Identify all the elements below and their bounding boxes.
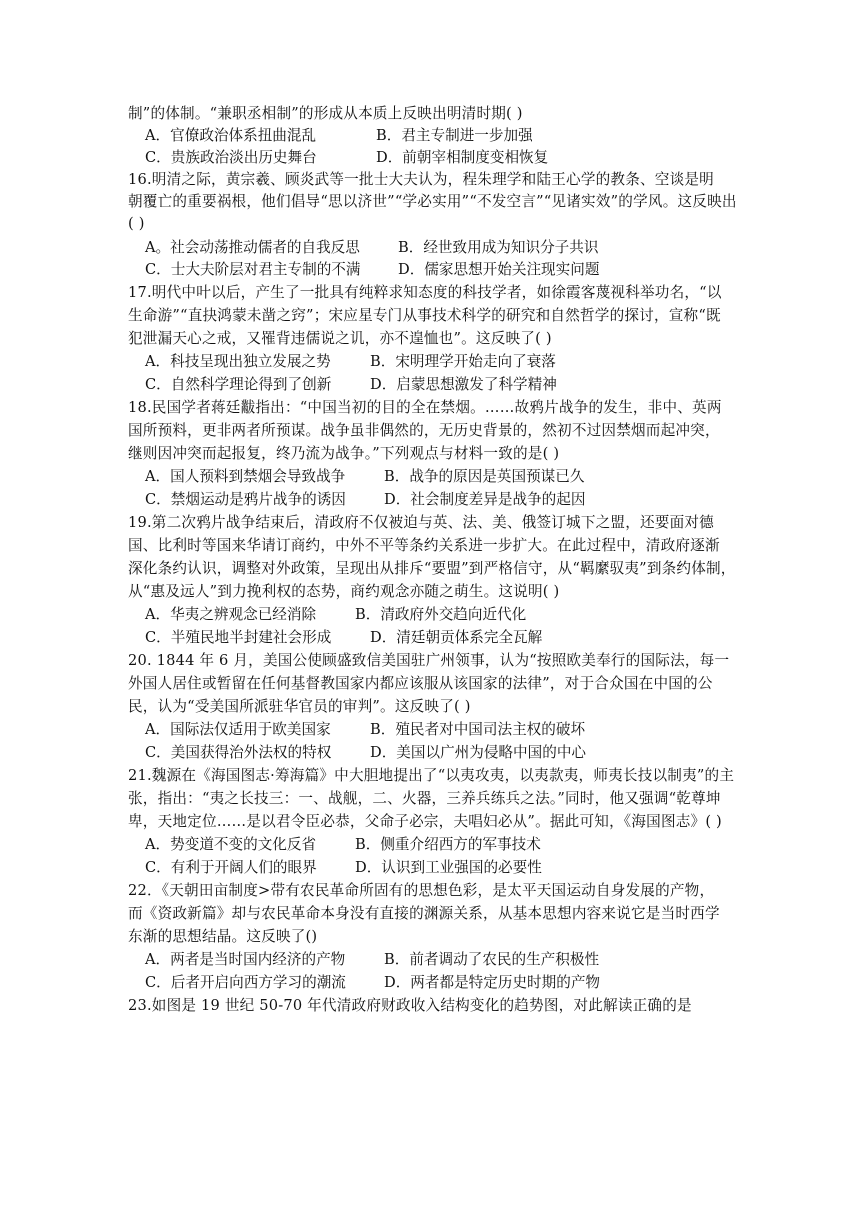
q15-option-d[interactable]: D．前朝宰相制度变相恢复	[376, 149, 549, 166]
q17-option-b[interactable]: B．宋明理学开始走向了衰落	[370, 353, 556, 370]
q22-option-a[interactable]: A．两者是当时国内经济的产物	[145, 951, 346, 968]
q18-option-a[interactable]: A．国人预料到禁烟会导致战争	[145, 468, 346, 485]
q21-option-d[interactable]: D．认识到工业强国的必要性	[355, 859, 542, 876]
q16-option-c[interactable]: C．士大夫阶层对君主专制的不满	[145, 261, 361, 278]
q17-stem-line: 生命游”“直抉鸿蒙未凿之窍”；宋应星专门从事技术科学的研究和自然哲学的探讨，宣称“既	[128, 307, 721, 324]
q16-stem-line: 朝覆亡的重要祸根，他们倡导“思以济世”“学必实用”“不发空言”“见诸实效”的学风。这反映出	[128, 193, 737, 210]
q19-stem-line: 深化条约认识，调整对外政策，呈现出从排斥“要盟”到严格信守，从“羁縻驭夷”到条约体制，	[128, 560, 736, 577]
q18-stem-line: 18.民国学者蒋廷黻指出：“中国当初的目的全在禁烟。……故鸦片战争的发生，非中、英两	[128, 399, 722, 416]
q20-option-b[interactable]: B．殖民者对中国司法主权的破坏	[370, 721, 586, 738]
q19-option-a[interactable]: A．华夷之辨观念已经消除	[145, 606, 317, 623]
q20-option-a[interactable]: A．国际法仅适用于欧美国家	[145, 721, 331, 738]
q17-stem-line: 犯泄漏天心之戒，又罹背违儒说之讥，亦不遑恤也”。这反映了( )	[128, 330, 552, 347]
q21-stem-line: 张，指出：“夷之长技三：一、战舰，二、火器，三养兵练兵之法。”同时，他又强调“乾尊坤	[128, 790, 721, 807]
q16-option-d[interactable]: D．儒家思想开始关注现实问题	[398, 261, 600, 278]
q18-stem-line: 继则因冲突而起报复，终乃流为战争。”下列观点与材料一致的是( )	[128, 445, 560, 462]
q20-stem-line: 外国人居住或暂留在任何基督教国家内都应该服从该国家的法律”，对于合众国在中国的公	[128, 675, 713, 692]
q19-option-b[interactable]: B．清政府外交趋向近代化	[355, 606, 527, 623]
q23-stem-line: 23.如图是 19 世纪 50-70 年代清政府财政收入结构变化的趋势图，对此解读正确的是	[128, 997, 692, 1014]
q16-option-a[interactable]: A。社会动荡推动儒者的自我反思	[145, 239, 360, 256]
q17-option-c[interactable]: C．自然科学理论得到了创新	[145, 376, 332, 393]
q22-option-b[interactable]: B．前者调动了农民的生产积极性	[384, 951, 600, 968]
q21-stem-line: 卑，天地定位……是以君令臣必恭，父命子必宗，夫唱妇必从”。据此可知，《海国图志》( )	[128, 813, 722, 830]
q18-option-d[interactable]: D．社会制度差异是战争的起因	[384, 491, 586, 508]
q21-option-a[interactable]: A．势变道不变的文化反省	[145, 836, 317, 853]
q16-stem-line: ( )	[128, 215, 145, 232]
q16-option-b[interactable]: B．经世致用成为知识分子共识	[398, 239, 599, 256]
q20-stem-line: 20. 1844 年 6 月，美国公使顾盛致信美国驻广州领事，认为“按照欧美奉行的国际法，每一	[128, 652, 730, 669]
q15-stem-line: 制”的体制。“兼职丞相制”的形成从本质上反映出明清时期( )	[128, 105, 523, 122]
q19-stem-line: 国、比利时等国来华请订商约，中外不平等条约关系进一步扩大。在此过程中，清政府逐渐	[128, 537, 720, 554]
q21-stem-line: 21.魏源在《海国图志·筹海篇》中大胆地提出了“以夷攻夷，以夷款夷，师夷长技以制夷”的主	[128, 767, 735, 784]
q22-stem-line: 东渐的思想结晶。这反映了()	[128, 928, 318, 945]
q17-option-d[interactable]: D．启蒙思想激发了科学精神	[370, 376, 557, 393]
q21-option-b[interactable]: B．侧重介绍西方的军事技术	[355, 836, 541, 853]
q20-option-d[interactable]: D．美国以广州为侵略中国的中心	[370, 744, 587, 761]
q15-option-a[interactable]: A．官僚政治体系扭曲混乱	[145, 127, 317, 144]
q21-option-c[interactable]: C．有利于开阔人们的眼界	[145, 859, 317, 876]
q19-option-c[interactable]: C．半殖民地半封建社会形成	[145, 629, 332, 646]
q20-stem-line: 民，认为“受美国所派驻华官员的审判”。这反映了( )	[128, 698, 471, 715]
q22-stem-line: 而《资政新篇》却与农民革命本身没有直接的渊源关系，从基本思想内容来说它是当时西学	[128, 905, 720, 922]
q22-option-d[interactable]: D．两者都是特定历史时期的产物	[384, 974, 601, 991]
q17-option-a[interactable]: A．科技呈现出独立发展之势	[145, 353, 331, 370]
q15-option-b[interactable]: B．君主专制进一步加强	[376, 127, 533, 144]
q18-stem-line: 国所预料，更非两者所预谋。战争虽非偶然的，无历史背景的，然初不过因禁烟而起冲突，	[128, 422, 720, 439]
q16-stem-line: 16.明清之际，黄宗羲、顾炎武等一批士大夫认为，程朱理学和陆王心学的教条、空谈是明	[128, 171, 714, 188]
q17-stem-line: 17.明代中叶以后，产生了一批具有纯粹求知态度的科技学者，如徐霞客蔑视科举功名，“以	[128, 284, 722, 301]
q22-stem-line: 22．《天朝田亩制度>带有农民革命所固有的思想色彩，是太平天国运动自身发展的产物，	[128, 882, 715, 899]
q20-option-c[interactable]: C．美国获得治外法权的特权	[145, 744, 332, 761]
q19-option-d[interactable]: D．清廷朝贡体系完全瓦解	[370, 629, 543, 646]
q22-option-c[interactable]: C．后者开启向西方学习的潮流	[145, 974, 346, 991]
q19-stem-line: 从“惠及远人”到力挽利权的态势，商约观念亦随之萌生。这说明( )	[128, 583, 560, 600]
q18-option-b[interactable]: B．战争的原因是英国预谋已久	[384, 468, 585, 485]
q15-option-c[interactable]: C．贵族政治淡出历史舞台	[145, 149, 317, 166]
q18-option-c[interactable]: C．禁烟运动是鸦片战争的诱因	[145, 491, 346, 508]
q19-stem-line: 19.第二次鸦片战争结束后，清政府不仅被迫与英、法、美、俄签订城下之盟，还要面对德	[128, 514, 714, 531]
